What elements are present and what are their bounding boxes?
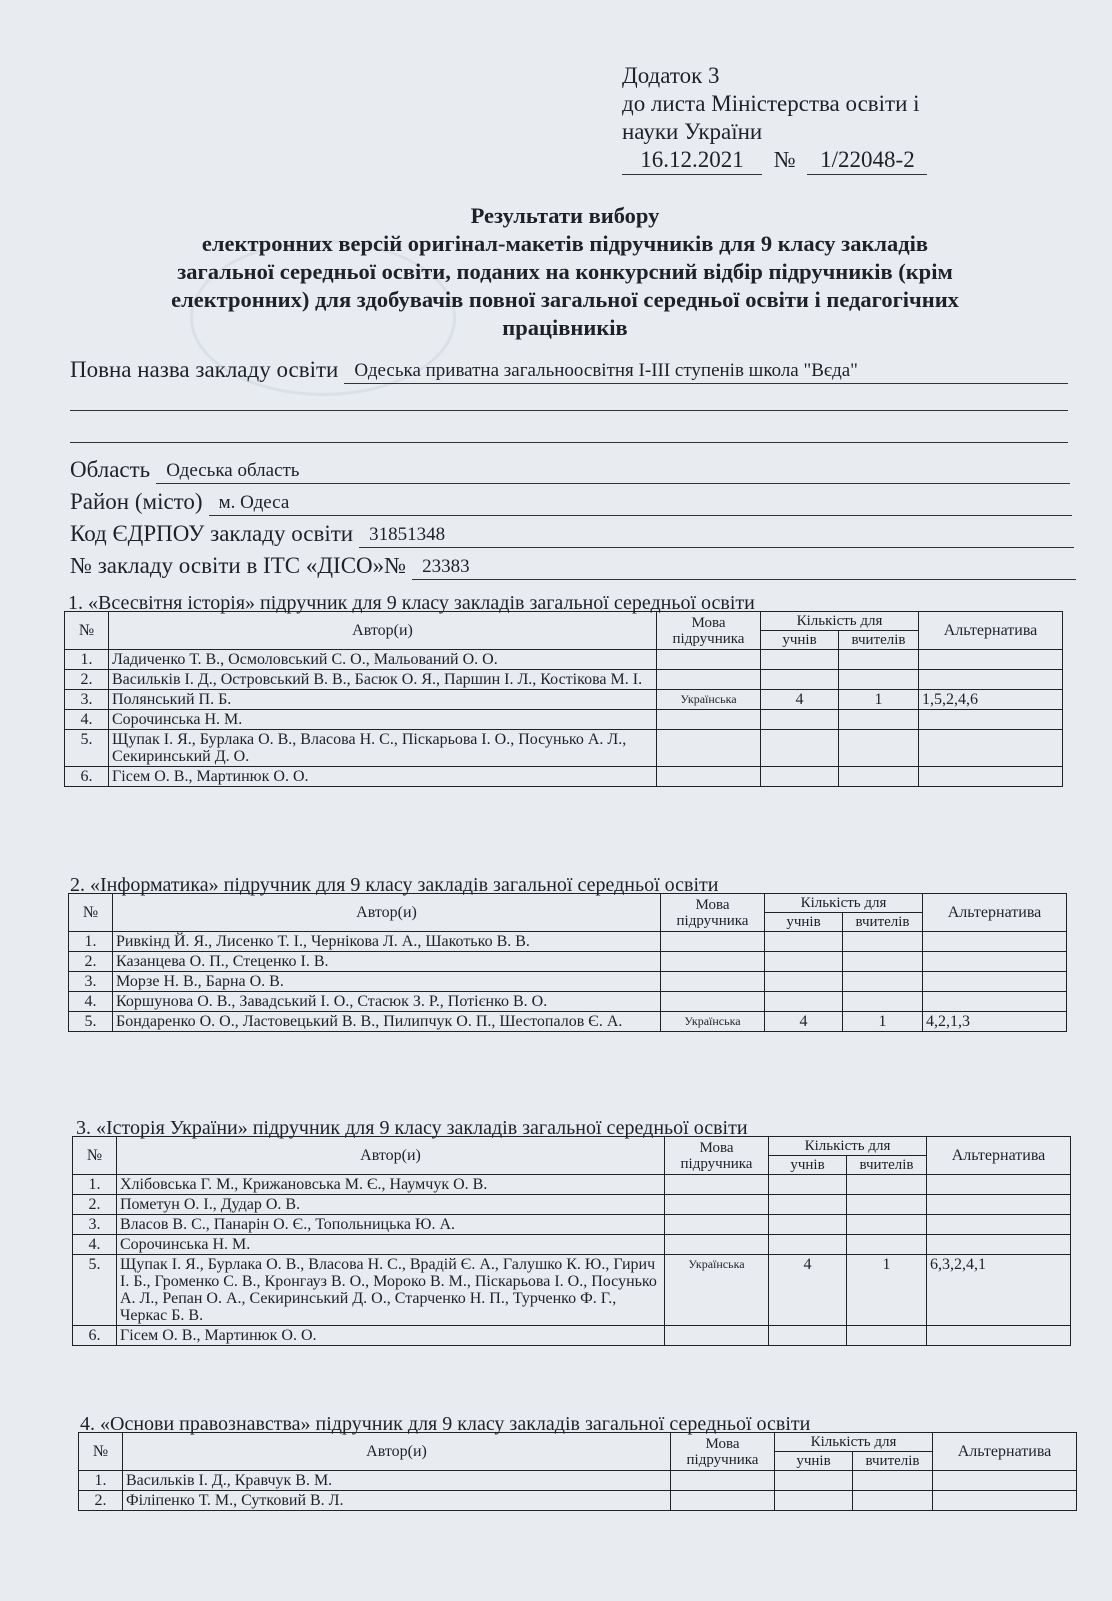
row-authors: Хлібовська Г. М., Крижановська М. Є., Наумчук О. В. [117,1175,665,1195]
its-value: 23383 [412,555,1076,580]
annex-line-2: до листа Міністерства освіти і [622,91,920,116]
header-num: № [79,1433,123,1471]
header-num: № [73,1137,117,1175]
annex-number-label: № [773,147,796,172]
document-title [60,202,1070,342]
school-name-value: Одеська приватна загальноосвітня І-ІІІ ступенів школа "Вєда" [344,359,1068,384]
district-field [70,488,1072,516]
header-teachers: вчителів [839,631,919,650]
row-alternative: 4,2,1,3 [923,1012,1067,1032]
header-teachers: вчителів [853,1452,933,1471]
blank-line-2 [70,442,1068,443]
row-students-count [769,1326,847,1346]
row-teachers-count [843,992,923,1012]
row-language [665,1175,769,1195]
header-author: Автор(и) [117,1137,665,1175]
row-authors: Гісем О. В., Мартинюк О. О. [117,1326,665,1346]
row-students-count [761,710,839,730]
header-students: учнів [775,1452,853,1471]
table-row [65,730,1063,767]
table-row [65,670,1063,690]
row-number: 5. [69,1012,113,1032]
header-teachers: вчителів [843,913,923,932]
title-line-2: електронних версій оригінал-макетів підручників для 9 класу закладів [201,231,929,256]
table-row [65,690,1063,710]
district-value: м. Одеса [209,491,1072,516]
row-students-count [765,992,843,1012]
region-field [70,456,1070,484]
row-language [661,932,765,952]
row-teachers-count [843,952,923,972]
row-teachers-count [847,1175,927,1195]
row-number: 1. [69,932,113,952]
row-language: Українська [657,690,761,710]
row-language [665,1235,769,1255]
row-authors: Ривкінд Й. Я., Лисенко Т. І., Чернікова Л. А., Шакотько В. В. [113,932,661,952]
row-authors: Щупак І. Я., Бурлака О. В., Власова Н. С., Врадій Є. А., Галушко К. Ю., Гирич І. Б., Громенко С. В., Кронгауз В. О., Мороко В. М., Піскарьова І. О., Посунько А. Л., Репан О. А., Секиринський Д. О., Старченко Н. П., Турченко Ф. Г., Черкас Б. В. [117,1255,665,1326]
header-num: № [65,612,109,650]
section-3-title: 3. «Історія України» підручник для 9 класу закладів загальної середньої освіти [76,1117,748,1139]
header-alternative: Альтернатива [927,1137,1071,1175]
title-line-1: Результати вибору [470,203,660,228]
section-2-title: 2. «Інформатика» підручник для 9 класу закладів загальної середньої освіти [70,874,719,896]
row-language [671,1471,775,1491]
header-alternative: Альтернатива [923,894,1067,932]
edrpou-value: 31851348 [359,523,1074,548]
row-number: 2. [65,670,109,690]
row-alternative [919,730,1063,767]
annex-line-1: Додаток 3 [622,63,720,88]
row-students-count [769,1175,847,1195]
header-quantity: Кількість для [761,612,919,631]
row-alternative [927,1215,1071,1235]
row-teachers-count [847,1195,927,1215]
header-quantity: Кількість для [765,894,923,913]
row-students-count [765,972,843,992]
header-quantity: Кількість для [775,1433,933,1452]
header-author: Автор(и) [113,894,661,932]
header-row [69,894,1067,913]
row-teachers-count [847,1215,927,1235]
section-2-table [68,893,1067,1032]
annex-date: 16.12.2021 [622,146,762,175]
row-alternative [919,710,1063,730]
row-alternative [927,1235,1071,1255]
row-number: 3. [65,690,109,710]
row-teachers-count [847,1235,927,1255]
row-alternative [919,650,1063,670]
district-label: Район (місто) [70,489,203,514]
table-row [69,952,1067,972]
header-num: № [69,894,113,932]
header-row [79,1433,1077,1452]
annex-header [622,62,927,175]
row-authors: Казанцева О. П., Стеценко І. В. [113,952,661,972]
row-teachers-count [839,710,919,730]
row-alternative [927,1195,1071,1215]
row-number: 3. [73,1215,117,1235]
row-language: Українська [665,1255,769,1326]
row-number: 5. [73,1255,117,1326]
row-authors: Власов В. С., Панарін О. Є., Топольницька Ю. А. [117,1215,665,1235]
row-number: 4. [69,992,113,1012]
its-field [70,552,1076,580]
annex-number: 1/22048-2 [807,146,927,175]
header-language: Мова підручника [665,1137,769,1175]
row-alternative [923,952,1067,972]
row-teachers-count: 1 [847,1255,927,1326]
row-students-count [769,1215,847,1235]
header-students: учнів [761,631,839,650]
section-3-table [72,1136,1071,1346]
table-row [69,972,1067,992]
row-number: 4. [73,1235,117,1255]
table-row [79,1491,1077,1511]
row-authors: Ладиченко Т. В., Осмоловський С. О., Мальований О. О. [109,650,657,670]
row-authors: Філіпенко Т. М., Сутковий В. Л. [123,1491,671,1511]
row-authors: Коршунова О. В., Завадський І. О., Стасюк З. Р., Потієнко В. О. [113,992,661,1012]
table-row [73,1326,1071,1346]
row-number: 6. [73,1326,117,1346]
row-number: 6. [65,767,109,787]
title-line-5: працівників [502,315,628,340]
row-authors: Васильків І. Д., Кравчук В. М. [123,1471,671,1491]
table-row [79,1471,1077,1491]
row-number: 1. [65,650,109,670]
row-students-count [769,1195,847,1215]
row-alternative [923,972,1067,992]
row-alternative [933,1471,1077,1491]
row-alternative [933,1491,1077,1511]
row-language [665,1195,769,1215]
row-teachers-count [853,1471,933,1491]
header-alternative: Альтернатива [933,1433,1077,1471]
table-row [65,767,1063,787]
row-students-count [761,767,839,787]
row-teachers-count [839,767,919,787]
row-number: 4. [65,710,109,730]
header-teachers: вчителів [847,1156,927,1175]
row-number: 5. [65,730,109,767]
row-authors: Щупак І. Я., Бурлака О. В., Власова Н. С., Піскарьова І. О., Посунько А. Л., Секиринський Д. О. [109,730,657,767]
row-students-count: 4 [761,690,839,710]
section-4-title: 4. «Основи правознавства» підручник для 9 класу закладів загальної середньої освіти [80,1413,811,1435]
title-line-4: електронних) для здобувачів повної загальної середньої освіти і педагогічних [171,287,959,312]
region-value: Одеська область [156,459,1070,484]
row-language [657,650,761,670]
row-authors: Пометун О. І., Дудар О. В. [117,1195,665,1215]
title-line-3: загальної середньої освіти, поданих на конкурсний відбір підручників (крім [177,259,953,284]
row-students-count [765,932,843,952]
table-row [73,1235,1071,1255]
header-row [65,612,1063,631]
row-teachers-count: 1 [843,1012,923,1032]
region-label: Область [70,457,151,482]
row-teachers-count [839,730,919,767]
row-authors: Сорочинська Н. М. [109,710,657,730]
row-authors: Морзе Н. В., Барна О. В. [113,972,661,992]
table-row [69,1012,1067,1032]
row-alternative [919,767,1063,787]
table-row [69,992,1067,1012]
row-language [661,992,765,1012]
row-students-count [761,730,839,767]
table-row [73,1175,1071,1195]
row-language [657,767,761,787]
row-language [657,730,761,767]
row-students-count [761,670,839,690]
row-students-count [775,1471,853,1491]
header-author: Автор(и) [123,1433,671,1471]
table-row [73,1195,1071,1215]
row-alternative [923,932,1067,952]
row-alternative [923,992,1067,1012]
header-language: Мова підручника [671,1433,775,1471]
row-number: 1. [79,1471,123,1491]
school-name-label: Повна назва закладу освіти [70,357,339,382]
row-authors: Гісем О. В., Мартинюк О. О. [109,767,657,787]
row-teachers-count [843,932,923,952]
row-number: 2. [79,1491,123,1511]
row-students-count [765,952,843,972]
row-authors: Бондаренко О. О., Ластовецький В. В., Пилипчук О. П., Шестопалов Є. А. [113,1012,661,1032]
row-language: Українська [661,1012,765,1032]
row-teachers-count [839,650,919,670]
row-alternative [927,1175,1071,1195]
row-language [671,1491,775,1511]
row-students-count [775,1491,853,1511]
row-alternative: 1,5,2,4,6 [919,690,1063,710]
row-students-count: 4 [765,1012,843,1032]
its-label: № закладу освіти в ІТС «ДІСО»№ [70,553,407,578]
row-number: 2. [73,1195,117,1215]
header-students: учнів [769,1156,847,1175]
table-row [73,1255,1071,1326]
row-students-count [761,650,839,670]
header-language: Мова підручника [657,612,761,650]
annex-line-3: науки України [622,119,763,144]
table-row [65,650,1063,670]
row-teachers-count [847,1326,927,1346]
table-row [69,932,1067,952]
row-alternative: 6,3,2,4,1 [927,1255,1071,1326]
row-authors: Полянський П. Б. [109,690,657,710]
section-1-title: 1. «Всесвітня історія» підручник для 9 класу закладів загальної середньої освіти [68,592,755,614]
row-teachers-count [839,670,919,690]
header-language: Мова підручника [661,894,765,932]
row-teachers-count [843,972,923,992]
table-row [65,710,1063,730]
row-alternative [919,670,1063,690]
row-authors: Васильків І. Д., Островський В. В., Басюк О. Я., Паршин І. Л., Костікова М. І. [109,670,657,690]
school-name-field [70,356,1068,384]
header-quantity: Кількість для [769,1137,927,1156]
edrpou-label: Код ЄДРПОУ закладу освіти [70,521,354,546]
blank-line-1 [70,410,1068,411]
row-students-count: 4 [769,1255,847,1326]
row-language [665,1215,769,1235]
row-language [657,670,761,690]
section-4-table [78,1432,1077,1511]
row-alternative [927,1326,1071,1346]
row-teachers-count: 1 [839,690,919,710]
section-1-table [64,611,1063,787]
row-number: 3. [69,972,113,992]
row-language [661,952,765,972]
row-language [665,1326,769,1346]
edrpou-field [70,520,1074,548]
header-students: учнів [765,913,843,932]
row-teachers-count [853,1491,933,1511]
row-number: 2. [69,952,113,972]
row-language [657,710,761,730]
row-language [661,972,765,992]
row-number: 1. [73,1175,117,1195]
header-author: Автор(и) [109,612,657,650]
table-row [73,1215,1071,1235]
annex-date-number [622,146,927,175]
row-authors: Сорочинська Н. М. [117,1235,665,1255]
header-alternative: Альтернатива [919,612,1063,650]
row-students-count [769,1235,847,1255]
header-row [73,1137,1071,1156]
